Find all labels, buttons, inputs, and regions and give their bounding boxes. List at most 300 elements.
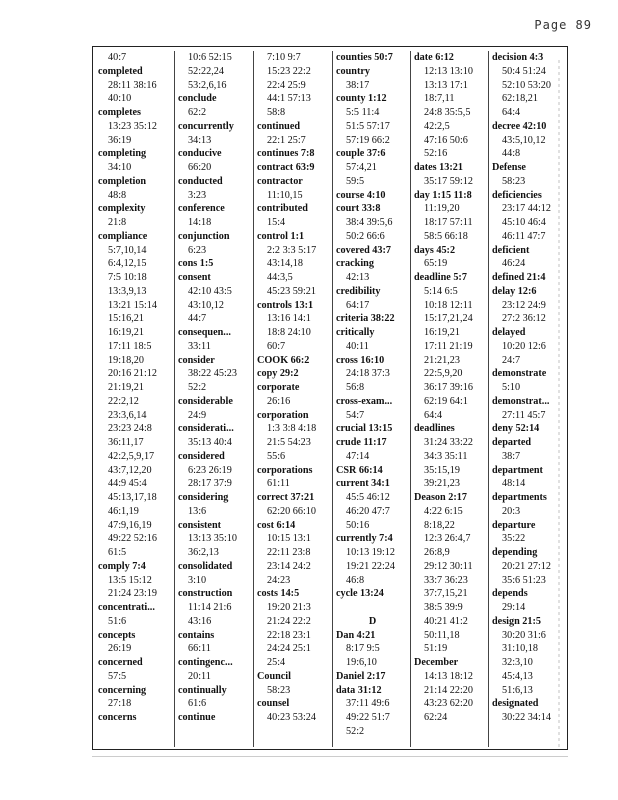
page-line-reference: 28:17 37:9 <box>188 478 232 490</box>
index-column-4 <box>332 51 412 747</box>
page-line-reference: 34:3 35:11 <box>424 450 468 462</box>
page-line-reference: 8:18,22 <box>424 519 455 531</box>
page-line-reference: 10:18 12:11 <box>424 299 473 311</box>
page-line-reference: 56:8 <box>346 382 365 393</box>
index-term: county 1:12 <box>336 93 387 105</box>
page-line-reference: 47:14 <box>346 450 370 462</box>
page-line-reference: 58:23 <box>267 684 291 696</box>
page-line-reference: 18:7,11 <box>424 93 455 105</box>
page-line-reference: 14:13 18:12 <box>424 670 473 682</box>
index-term: concurrently <box>178 120 234 132</box>
page-line-reference: 23:12 24:9 <box>502 299 546 311</box>
page-line-reference: 47:16 50:6 <box>424 134 468 146</box>
page-line-reference: 15:4 <box>267 217 286 228</box>
page-line-reference: 35:22 <box>502 533 526 545</box>
page-line-reference: 58:5 66:18 <box>424 230 468 242</box>
page-line-reference: 35:6 51:23 <box>502 574 546 586</box>
page-line-reference: 15:17,21,24 <box>424 313 473 325</box>
page-line-reference: 44:8 <box>502 148 521 160</box>
page-line-reference: 10:6 52:15 <box>188 52 232 63</box>
index-term: cracking <box>336 258 374 270</box>
page-line-reference: 42:13 <box>346 272 370 283</box>
index-term: demonstrat... <box>492 395 550 407</box>
page-line-reference: 62:2 <box>188 107 207 118</box>
page-line-reference: 17:11 21:19 <box>424 340 473 352</box>
page-line-reference: 26:8,9 <box>424 547 450 558</box>
page-line-reference: 21:21,23 <box>424 354 460 366</box>
page-line-reference: 61:5 <box>108 547 127 558</box>
index-term: completed <box>98 65 143 77</box>
index-term: design 21:5 <box>492 615 541 627</box>
index-term: cross-exam... <box>336 395 393 407</box>
page-line-reference: 45:4,13 <box>502 670 533 682</box>
page-line-reference: 4:22 6:15 <box>424 505 463 517</box>
page-line-reference: 57:5 <box>108 670 127 682</box>
page-line-reference: 24:9 <box>188 409 207 421</box>
index-term: Council <box>257 670 291 682</box>
index-term: costs 14:5 <box>257 588 300 600</box>
page-number-label: Page 89 <box>534 18 592 32</box>
page-line-reference: 58:8 <box>267 107 286 118</box>
page-line-reference: 11:14 21:6 <box>188 602 232 613</box>
index-term: continually <box>178 684 227 696</box>
index-term: departed <box>492 437 532 448</box>
page-line-reference: 45:5 46:12 <box>346 492 390 503</box>
index-term: corporation <box>257 409 309 421</box>
page-line-reference: 47:9,16,19 <box>108 519 152 531</box>
index-term: consider <box>178 354 215 366</box>
page-line-reference: 64:4 <box>502 107 521 118</box>
page-line-reference: 23:17 44:12 <box>502 203 551 215</box>
page-line-reference: 23:3,6,14 <box>108 409 147 421</box>
index-column-6 <box>488 51 568 747</box>
page-line-reference: 43:7,12,20 <box>108 464 152 476</box>
index-term: court 33:8 <box>336 203 381 215</box>
page-line-reference: 62:19 64:1 <box>424 395 468 407</box>
index-term: concerns <box>98 712 137 723</box>
page-line-reference: 10:13 19:12 <box>346 547 395 558</box>
page-line-reference: 66:11 <box>188 643 211 655</box>
index-term: designated <box>492 698 539 710</box>
page-line-reference: 44:1 57:13 <box>267 93 311 105</box>
page-line-reference: 18:17 57:11 <box>424 217 473 228</box>
index-term: crucial 13:15 <box>336 423 393 435</box>
index-column-5 <box>410 51 490 747</box>
page-line-reference: 53:2,6,16 <box>188 79 227 91</box>
page-line-reference: 52:2 <box>188 382 207 393</box>
index-term: comply 7:4 <box>98 560 146 572</box>
page-line-reference: 24:8 35:5,5 <box>424 107 471 118</box>
page-line-reference: 20:16 21:12 <box>108 368 157 380</box>
index-term: completing <box>98 148 147 160</box>
page-line-reference: 15:23 22:2 <box>267 65 311 77</box>
page-line-reference: 13:3,9,13 <box>108 285 147 297</box>
page-line-reference: 21:24 22:2 <box>267 615 311 627</box>
index-term: corporations <box>257 464 313 476</box>
page-line-reference: 36:2,13 <box>188 547 219 558</box>
index-term: deadlines <box>414 423 455 435</box>
page-line-reference: 21:24 23:19 <box>108 588 157 600</box>
index-term: contract 63:9 <box>257 162 315 173</box>
page-line-reference: 38:22 45:23 <box>188 368 237 380</box>
index-term: date 6:12 <box>414 52 454 63</box>
page-line-reference: 30:22 34:14 <box>502 712 551 723</box>
index-term: covered 43:7 <box>336 244 391 256</box>
index-term: copy 29:2 <box>257 368 299 380</box>
index-term: contingenc... <box>178 657 233 668</box>
index-term: considerati... <box>178 423 234 435</box>
page-line-reference: 22:18 23:1 <box>267 629 311 641</box>
page-line-reference: 61:11 <box>267 478 290 490</box>
index-term: control 1:1 <box>257 230 305 242</box>
index-term: days 45:2 <box>414 244 456 256</box>
index-term: cost 6:14 <box>257 519 296 531</box>
index-column-2 <box>174 51 254 747</box>
index-term: deny 52:14 <box>492 423 540 435</box>
index-term: dates 13:21 <box>414 162 463 173</box>
page-line-reference: 38:5 39:9 <box>424 602 463 613</box>
page-line-reference: 52:22,24 <box>188 65 224 77</box>
index-term: departure <box>492 519 536 531</box>
index-term: controls 13:1 <box>257 299 314 311</box>
page-line-reference: 21:19,21 <box>108 382 144 393</box>
index-term: considering <box>178 492 229 503</box>
page-line-reference: 12:13 13:10 <box>424 65 473 77</box>
index-term: continue <box>178 712 216 723</box>
page-line-reference: 6:23 <box>188 244 207 256</box>
page-line-reference: 42:2,5,9,17 <box>108 450 155 462</box>
page-line-reference: 52:2 <box>346 725 365 737</box>
index-term: continued <box>257 120 301 132</box>
index-term: corporate <box>257 382 300 393</box>
page-line-reference: 22:1 25:7 <box>267 134 306 146</box>
page-line-reference: 29:12 30:11 <box>424 560 473 572</box>
index-term: counties 50:7 <box>336 52 393 63</box>
page-line-reference: 48:8 <box>108 189 127 201</box>
index-term: CSR 66:14 <box>336 464 383 476</box>
index-term: Deason 2:17 <box>414 492 467 503</box>
index-term: critically <box>336 327 375 338</box>
index-term: conjunction <box>178 230 230 242</box>
page-line-reference: 16:19,21 <box>108 327 144 338</box>
page-line-reference: 51:6,13 <box>502 684 533 696</box>
page-line-reference: 3:10 <box>188 574 207 586</box>
page-line-reference: 35:15,19 <box>424 464 460 476</box>
page-line-reference: 22:11 23:8 <box>267 547 311 558</box>
index-term: concepts <box>98 629 136 641</box>
page-line-reference: 44:9 45:4 <box>108 478 147 490</box>
page-line-reference: 26:16 <box>267 395 291 407</box>
index-term: contractor <box>257 175 303 187</box>
index-term: departments <box>492 492 547 503</box>
page-line-reference: 24:7 <box>502 354 521 366</box>
index-term: contains <box>178 629 215 641</box>
page-line-reference: 7:10 9:7 <box>267 52 301 63</box>
page-line-reference: 20:21 27:12 <box>502 560 551 572</box>
page-line-reference: 38:17 <box>346 79 370 91</box>
index-term: completion <box>98 175 147 187</box>
page-line-reference: 6:23 26:19 <box>188 464 232 476</box>
page-line-reference: 40:23 53:24 <box>267 712 316 723</box>
page-line-reference: 62:18,21 <box>502 93 538 105</box>
index-term: concerning <box>98 684 147 696</box>
page-line-reference: 36:11,17 <box>108 437 144 448</box>
page-line-reference: 29:14 <box>502 602 526 613</box>
index-term: deadline 5:7 <box>414 272 467 283</box>
page-line-reference: 43:16 <box>188 615 212 627</box>
page-line-reference: 27:2 36:12 <box>502 313 546 325</box>
page-line-reference: 35:17 59:12 <box>424 175 473 187</box>
page-line-reference: 62:20 66:10 <box>267 505 316 517</box>
index-term: deficient <box>492 244 530 256</box>
page-line-reference: 58:23 <box>502 175 526 187</box>
page-line-reference: 51:19 <box>424 643 448 655</box>
page-line-reference: 42:10 43:5 <box>188 285 232 297</box>
page-line-reference: 24:24 25:1 <box>267 643 311 655</box>
page-line-reference: 21:14 22:20 <box>424 684 473 696</box>
page-line-reference: 44:7 <box>188 313 207 325</box>
page-line-reference: 44:3,5 <box>267 272 293 283</box>
index-term: concerned <box>98 657 143 668</box>
page-line-reference: 32:3,10 <box>502 657 533 668</box>
index-term: criteria 38:22 <box>336 313 395 325</box>
page-line-reference: 11:10,15 <box>267 189 303 201</box>
page-line-reference: 31:10,18 <box>502 643 538 655</box>
page-line-reference: 33:7 36:23 <box>424 574 468 586</box>
index-column-3 <box>253 51 333 747</box>
page-line-reference: 57:4,21 <box>346 162 377 173</box>
index-term: defined 21:4 <box>492 272 546 283</box>
index-term: depends <box>492 588 528 600</box>
bottom-rule <box>92 756 568 757</box>
page-line-reference: 37:7,15,21 <box>424 588 468 600</box>
page-line-reference: 50:4 51:24 <box>502 65 546 77</box>
page-line-reference: 34:10 <box>108 162 132 173</box>
page-line-reference: 49:22 51:7 <box>346 712 390 723</box>
index-term: department <box>492 464 543 476</box>
page-line-reference: 28:11 38:16 <box>108 79 157 91</box>
page-line-reference: 6:4,12,15 <box>108 258 147 270</box>
page-line-reference: 22:4 25:9 <box>267 79 306 91</box>
page-line-reference: 7:5 10:18 <box>108 272 147 283</box>
page-line-reference: 40:21 41:2 <box>424 615 468 627</box>
index-term: decree 42:10 <box>492 120 547 132</box>
page-line-reference: 62:24 <box>424 712 448 723</box>
page-line-reference: 49:22 52:16 <box>108 533 157 545</box>
index-term: data 31:12 <box>336 684 382 696</box>
page-line-reference: 45:10 46:4 <box>502 217 546 228</box>
page-line-reference: 19:6,10 <box>346 657 377 668</box>
page-line-reference: 38:4 39:5,6 <box>346 217 393 228</box>
page-line-reference: 42:2,5 <box>424 120 450 132</box>
page-line-reference: 46:24 <box>502 258 526 270</box>
page-line-reference: 36:19 <box>108 134 132 146</box>
page-line-reference: 66:20 <box>188 162 212 173</box>
page-line-reference: 19:21 22:24 <box>346 560 395 572</box>
page-line-reference: 59:5 <box>346 175 365 187</box>
page-line-reference: 33:11 <box>188 340 211 352</box>
index-term: completes <box>98 107 141 118</box>
index-term: contributed <box>257 203 308 215</box>
spacer <box>333 601 412 615</box>
index-term: consolidated <box>178 560 233 572</box>
page-line-reference: 25:4 <box>267 657 286 668</box>
index-term: credibility <box>336 285 381 297</box>
page-line-reference: 10:20 12:6 <box>502 340 546 352</box>
index-table <box>92 46 568 750</box>
index-term: cycle 13:24 <box>336 588 384 600</box>
page-line-reference: 5:14 6:5 <box>424 285 458 297</box>
index-term: continues 7:8 <box>257 148 315 160</box>
page-line-reference: 30:20 31:6 <box>502 629 546 641</box>
page-line-reference: 46:8 <box>346 574 365 586</box>
page-line-reference: 27:18 <box>108 698 132 710</box>
page-line-reference: 40:7 <box>108 52 127 63</box>
index-term: Daniel 2:17 <box>336 670 386 682</box>
page-line-reference: 34:13 <box>188 134 212 146</box>
page-line-reference: 45:13,17,18 <box>108 492 157 503</box>
index-term: couple 37:6 <box>336 148 386 160</box>
page-line-reference: 61:6 <box>188 698 207 710</box>
page-line-reference: 13:6 <box>188 505 207 517</box>
index-term: conclude <box>178 93 217 105</box>
page-line-reference: 50:16 <box>346 519 370 531</box>
page-line-reference: 43:5,10,12 <box>502 134 546 146</box>
page-line-reference: 40:10 <box>108 93 132 105</box>
page-line-reference: 14:18 <box>188 217 212 228</box>
page-line-reference: 13:13 17:1 <box>424 79 468 91</box>
index-term: consistent <box>178 519 222 531</box>
page-line-reference: 24:23 <box>267 574 291 586</box>
page-line-reference: 16:19,21 <box>424 327 460 338</box>
index-term: consequen... <box>178 327 231 338</box>
index-term: currently 7:4 <box>336 533 393 545</box>
page-line-reference: 46:1,19 <box>108 505 139 517</box>
index-term: December <box>414 657 459 668</box>
page-line-reference: 18:8 24:10 <box>267 327 311 338</box>
index-term: counsel <box>257 698 290 710</box>
page-line-reference: 8:17 9:5 <box>346 643 380 655</box>
page-line-reference: 43:14,18 <box>267 258 303 270</box>
page-line-reference: 22:2,12 <box>108 395 139 407</box>
page-line-reference: 19:18,20 <box>108 354 144 366</box>
page-line-reference: 50:2 66:6 <box>346 230 385 242</box>
index-term: compliance <box>98 230 148 242</box>
page-line-reference: 46:11 47:7 <box>502 230 546 242</box>
page-line-reference: 15:16,21 <box>108 313 144 325</box>
index-term: concentrati... <box>98 602 155 613</box>
page-line-reference: 20:3 <box>502 505 521 517</box>
page-line-reference: 5:5 11:4 <box>346 107 380 118</box>
page-line-reference: 64:4 <box>424 409 443 421</box>
page-line-reference: 20:11 <box>188 670 211 682</box>
page-line-reference: 10:15 13:1 <box>267 533 311 545</box>
page-line-reference: 13:13 35:10 <box>188 533 237 545</box>
page-line-reference: 35:13 40:4 <box>188 437 232 448</box>
page-line-reference: 37:11 49:6 <box>346 698 390 710</box>
page-line-reference: 51:5 57:17 <box>346 120 390 132</box>
page-line-reference: 13:23 35:12 <box>108 120 157 132</box>
index-term: correct 37:21 <box>257 492 315 503</box>
index-column-1 <box>95 51 174 747</box>
index-term: country <box>336 65 370 77</box>
page-line-reference: 64:17 <box>346 299 370 311</box>
index-term: decision 4:3 <box>492 52 544 63</box>
index-term: demonstrate <box>492 368 547 380</box>
page-line-reference: 17:11 18:5 <box>108 340 152 352</box>
index-term: Defense <box>492 162 526 173</box>
page-line-reference: 38:7 <box>502 450 521 462</box>
page-line-reference: 24:18 37:3 <box>346 368 390 380</box>
page-line-reference: 40:11 <box>346 340 369 352</box>
page-line-reference: 23:14 24:2 <box>267 560 311 572</box>
page-line-reference: 26:19 <box>108 643 132 655</box>
page-line-reference: 11:19,20 <box>424 203 460 215</box>
index-term: deficiencies <box>492 189 542 201</box>
page-line-reference: 50:11,18 <box>424 629 460 641</box>
index-term: course 4:10 <box>336 189 386 201</box>
page-line-reference: 60:7 <box>267 340 286 352</box>
index-term: COOK 66:2 <box>257 354 310 366</box>
page-line-reference: 5:10 <box>502 382 521 393</box>
page-line-reference: 45:23 59:21 <box>267 285 316 297</box>
page-line-reference: 43:23 62:20 <box>424 698 473 710</box>
scan-edge-artifact <box>558 60 560 750</box>
page-line-reference: 13:5 15:12 <box>108 574 152 586</box>
index-term: consent <box>178 272 211 283</box>
page-line-reference: 54:7 <box>346 409 365 421</box>
index-term: day 1:15 11:8 <box>414 189 472 201</box>
page-line-reference: 31:24 33:22 <box>424 437 473 448</box>
page-line-reference: 19:20 21:3 <box>267 602 311 613</box>
index-term: Dan 4:21 <box>336 629 376 641</box>
index-term: considered <box>178 450 225 462</box>
page-line-reference: 22:5,9,20 <box>424 368 463 380</box>
section-letter: D <box>368 615 377 627</box>
page-line-reference: 13:16 14:1 <box>267 313 311 325</box>
index-term: delay 12:6 <box>492 285 537 297</box>
index-term: considerable <box>178 395 233 407</box>
page-line-reference: 52:10 53:20 <box>502 79 551 91</box>
page-line-reference: 12:3 26:4,7 <box>424 533 471 545</box>
index-term: depending <box>492 547 538 558</box>
index-term: conference <box>178 203 225 215</box>
page-line-reference: 65:19 <box>424 258 448 270</box>
index-term: crude 11:17 <box>336 437 387 448</box>
index-term: cross 16:10 <box>336 354 385 366</box>
page-line-reference: 39:21,23 <box>424 478 460 490</box>
page-line-reference: 1:3 3:8 4:18 <box>267 423 317 435</box>
page-line-reference: 23:23 24:8 <box>108 423 152 435</box>
page-line-reference: 3:23 <box>188 189 207 201</box>
page-line-reference: 57:19 66:2 <box>346 134 390 146</box>
page-line-reference: 13:21 15:14 <box>108 299 157 311</box>
page-line-reference: 51:6 <box>108 615 127 627</box>
index-term: delayed <box>492 327 526 338</box>
page-line-reference: 21:8 <box>108 217 127 228</box>
page-line-reference: 2:2 3:3 5:17 <box>267 244 317 256</box>
page-line-reference: 55:6 <box>267 450 286 462</box>
index-term: construction <box>178 588 233 600</box>
page-line-reference: 48:14 <box>502 478 526 490</box>
index-term: conducted <box>178 175 223 187</box>
page-line-reference: 36:17 39:16 <box>424 382 473 393</box>
page-line-reference: 5:7,10,14 <box>108 244 147 256</box>
index-term: complexity <box>98 203 146 215</box>
page-line-reference: 46:20 47:7 <box>346 505 390 517</box>
page-line-reference: 43:10,12 <box>188 299 224 311</box>
page-line-reference: 27:11 45:7 <box>502 409 546 421</box>
